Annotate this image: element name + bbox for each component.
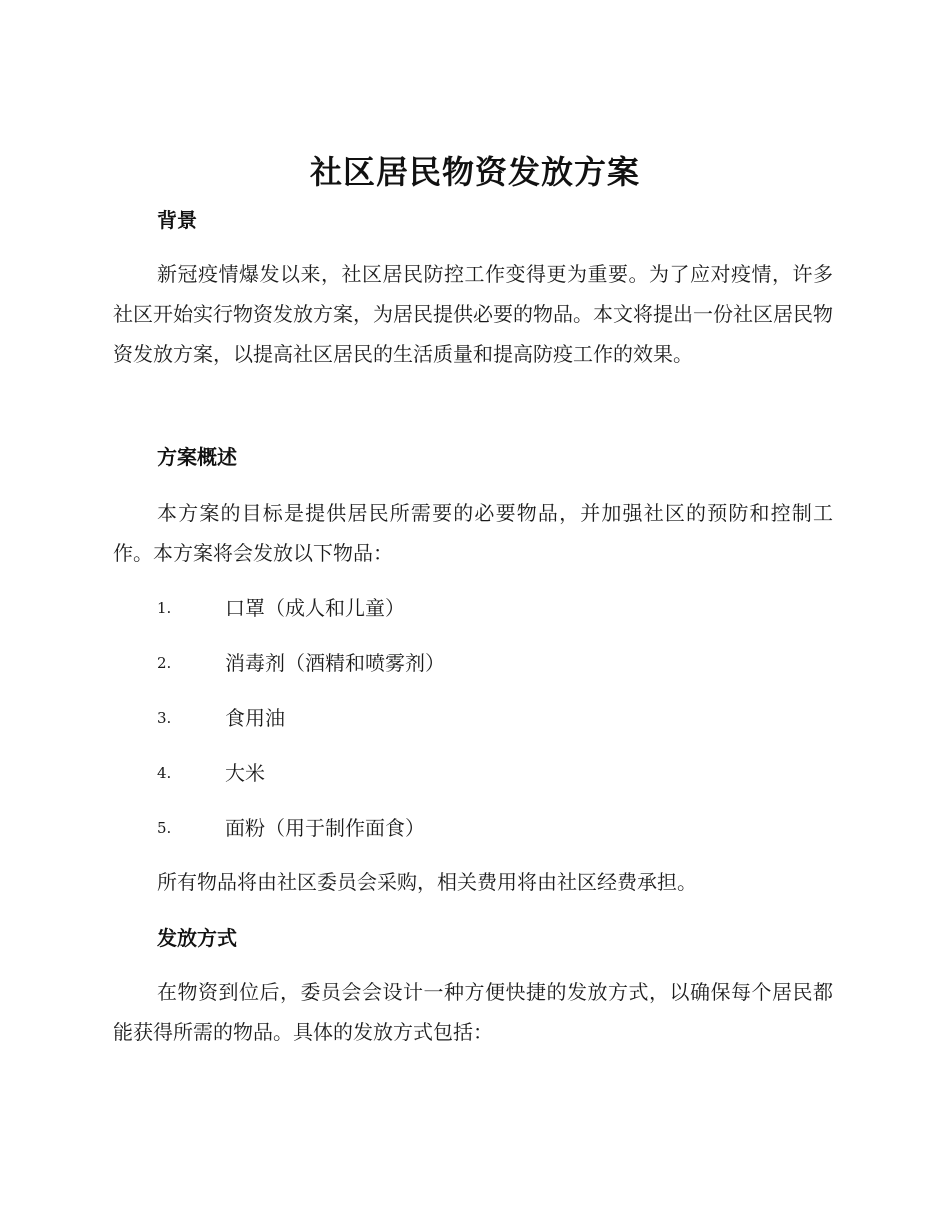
- procurement-paragraph: 所有物品将由社区委员会采购，相关费用将由社区经费承担。: [157, 870, 697, 894]
- background-paragraph: 新冠疫情爆发以来，社区居民防控工作变得更为重要。为了应对疫情，许多社区开始实行物资发放方案，为居民提供必要的物品。本文将提出一份社区居民物资发放方案，以提高社区居民的生活质量和提高防疫工作的效果。: [113, 262, 833, 366]
- list-item-text: 食用油: [225, 706, 285, 730]
- list-item-text: 大米: [225, 761, 265, 785]
- list-item-number: 2.: [157, 654, 172, 672]
- list-item-number: 4.: [157, 764, 172, 782]
- list-item-text: 面粉（用于制作面食）: [225, 816, 425, 840]
- list-item-text: 口罩（成人和儿童）: [225, 596, 405, 620]
- list-item: [157, 758, 817, 788]
- list-item-text: 消毒剂（酒精和喷雾剂）: [225, 651, 445, 675]
- document-title: 社区居民物资发放方案: [309, 153, 640, 191]
- overview-paragraph: 本方案的目标是提供居民所需要的必要物品，并加强社区的预防和控制工作。本方案将会发放以下物品：: [113, 501, 833, 565]
- list-item: [157, 703, 817, 733]
- section-heading-distribution: 发放方式: [157, 926, 237, 950]
- section-heading-background: 背景: [157, 208, 197, 232]
- list-item: [157, 813, 817, 843]
- distribution-paragraph: 在物资到位后，委员会会设计一种方便快捷的发放方式，以确保每个居民都能获得所需的物品。具体的发放方式包括：: [113, 980, 833, 1044]
- list-item: [157, 593, 817, 623]
- list-item-number: 5.: [157, 819, 172, 837]
- list-item-number: 1.: [157, 599, 172, 617]
- list-item: [157, 648, 817, 678]
- section-heading-overview: 方案概述: [157, 445, 237, 469]
- list-item-number: 3.: [157, 709, 172, 727]
